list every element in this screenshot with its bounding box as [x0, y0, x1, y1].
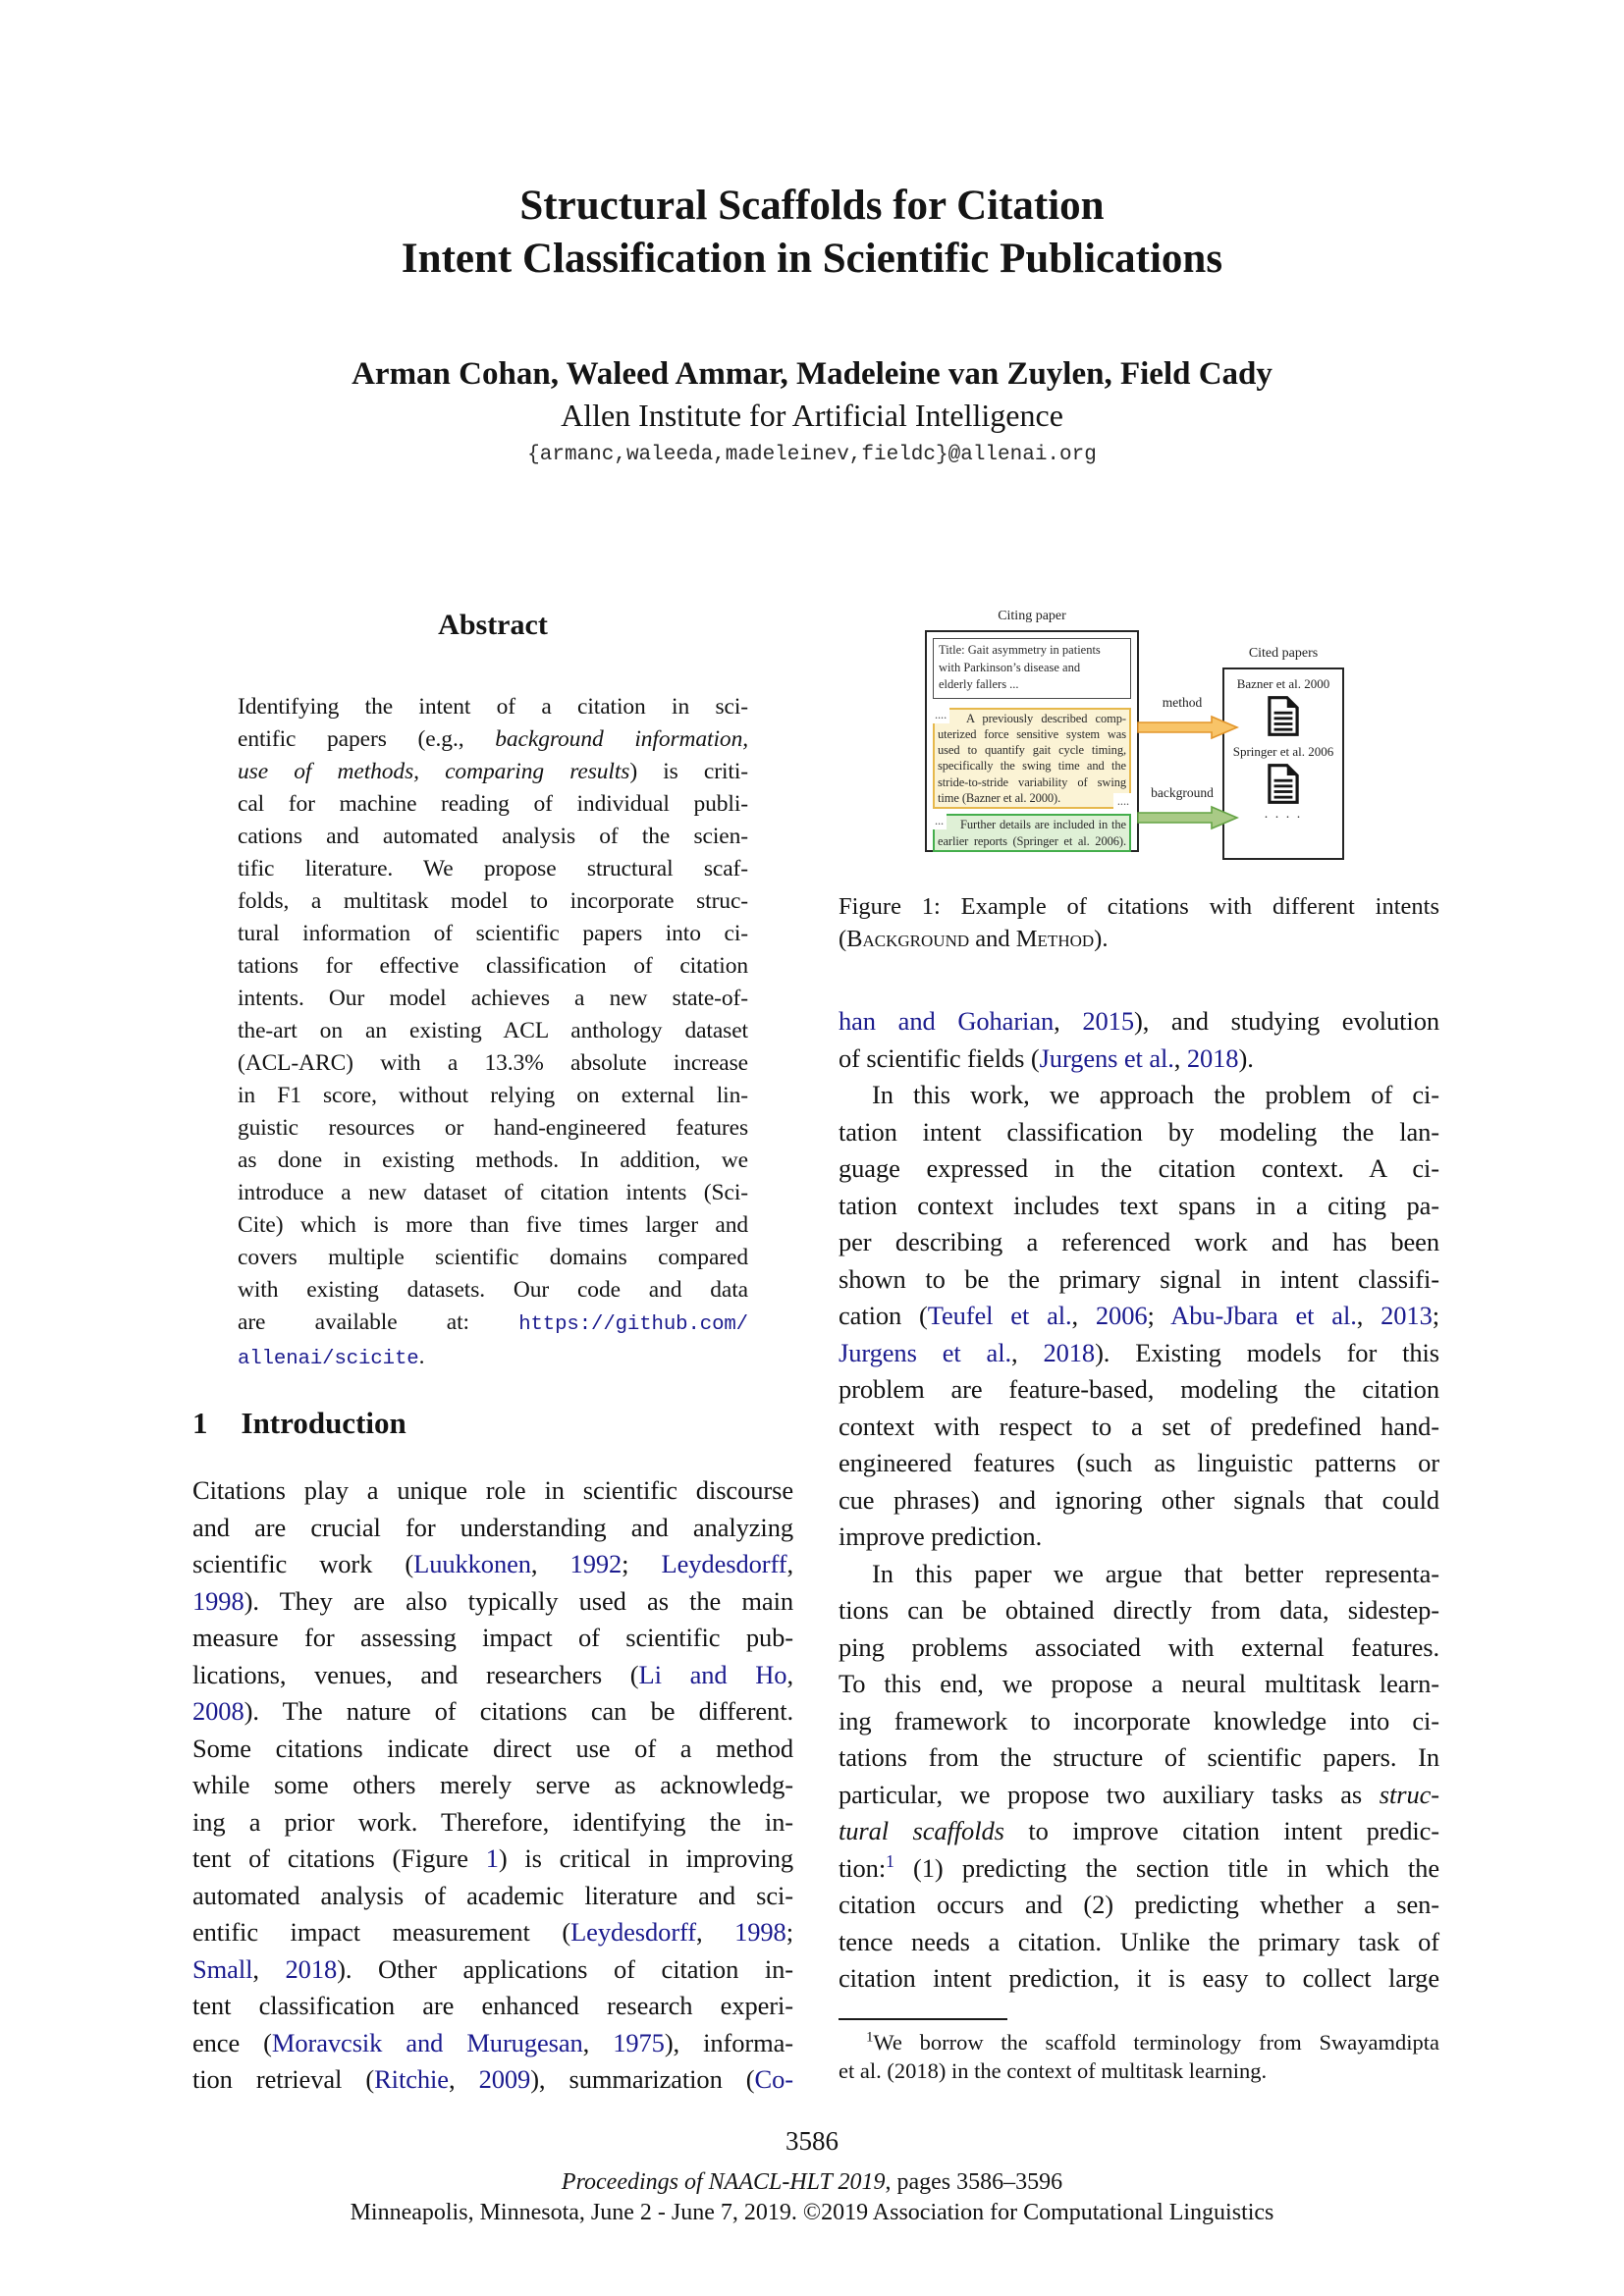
left-column	[192, 605, 793, 2136]
text-span: ;	[622, 1549, 662, 1578]
text-span: tent classification are enhanced research experi-	[192, 1991, 793, 2020]
text-line	[192, 1878, 793, 1915]
paper-title-line-2: Intent Classification in Scientific Publications	[401, 236, 1223, 282]
text-line	[839, 1556, 1439, 1593]
footnote-ref[interactable]: 1	[886, 1850, 894, 1871]
text-line	[839, 1519, 1439, 1556]
text-span: ,	[786, 1549, 793, 1578]
text-line	[192, 1951, 793, 1989]
section-number: 1	[192, 1406, 208, 1440]
text-line	[238, 1274, 748, 1307]
text-line	[238, 853, 748, 885]
text-line	[192, 1988, 793, 2025]
affiliation-line: Allen Institute for Artificial Intelligence	[561, 398, 1063, 433]
text-line	[238, 821, 748, 853]
text-line	[839, 1629, 1439, 1667]
text-span: ;	[785, 1917, 793, 1947]
text-span: In this work, we approach the problem of ci-	[872, 1080, 1439, 1109]
text-span: tural scaffolds	[839, 1816, 1004, 1845]
text-span: Citations play a unique role in scientific discourse	[192, 1475, 793, 1505]
text-line	[839, 1409, 1439, 1446]
citation-link[interactable]: 1975	[613, 2027, 665, 2057]
text-span: et al. (2018) in the context of multitask learning.	[839, 2058, 1268, 2083]
text-span: tent of citations (Figure	[192, 1843, 486, 1873]
text-span: tion retrieval (	[192, 2064, 375, 2094]
text-span: tural information of scientific papers into ci-	[238, 921, 748, 946]
text-span: struc-	[1379, 1779, 1439, 1809]
right-column	[839, 607, 1439, 2138]
citation-link[interactable]: Ritchie	[374, 2064, 449, 2094]
text-span: (ACL-ARC) with a 13.3% absolute increase	[238, 1050, 748, 1076]
text-span: ), informa-	[664, 2027, 793, 2057]
abstract-heading: Abstract	[438, 609, 548, 641]
introduction-text-right	[839, 1003, 1439, 1998]
method-arrow-label: method	[1162, 695, 1203, 710]
text-line	[192, 1472, 793, 1510]
text-span: .	[418, 1344, 425, 1369]
text-span: tions can be obtained directly from data, sidestep-	[839, 1595, 1439, 1625]
text-span: Background	[846, 926, 970, 952]
text-span: ). Existing models for this	[1095, 1337, 1439, 1367]
text-span: tence needs a citation. Unlike the primary task of	[839, 1926, 1439, 1956]
text-line	[839, 1224, 1439, 1261]
text-span: tation context includes text spans in a citing pa-	[839, 1190, 1439, 1220]
ellipsis-before-background: ...	[933, 814, 947, 829]
footer-credits	[0, 2167, 1624, 2228]
text-span: ). Other applications of citation in-	[337, 1953, 793, 1984]
text-line	[839, 1114, 1439, 1151]
text-span: use of methods, comparing results	[238, 759, 630, 784]
citation-link[interactable]: 1998	[192, 1585, 244, 1616]
text-line	[238, 1341, 748, 1375]
text-span: introduce a new dataset of citation intents (Sci-	[238, 1180, 748, 1205]
method-context-highlight	[933, 708, 1131, 810]
code-link[interactable]: https://github.com/	[518, 1313, 748, 1336]
text-span: In this paper we argue that better representa-	[872, 1558, 1439, 1588]
text-span: cation (	[839, 1301, 928, 1330]
figure-caption	[839, 890, 1439, 955]
text-span: lications, venues, and researchers (	[192, 1659, 639, 1689]
text-span: while some others merely serve as acknowledg-	[192, 1770, 793, 1799]
document-icon	[1268, 695, 1299, 737]
text-line	[238, 691, 748, 723]
citation-link[interactable]: Abu-Jbara et al.	[1170, 1301, 1357, 1330]
ellipsis-after-method: ....	[1113, 793, 1131, 809]
citation-link[interactable]: 1992	[569, 1549, 623, 1578]
text-span: guage expressed in the citation context. A ci-	[839, 1153, 1439, 1183]
text-line	[839, 1298, 1439, 1335]
method-arrow-icon	[1137, 715, 1239, 740]
text-line	[839, 1335, 1439, 1372]
footnote-rule	[839, 2018, 1007, 2020]
text-span: scientific work (	[192, 1549, 414, 1578]
more-papers-dots: . . . .	[1264, 807, 1303, 822]
text-span: ,	[786, 1659, 793, 1689]
text-line	[839, 1150, 1439, 1188]
text-span: tion:	[839, 1852, 887, 1883]
text-line	[839, 2056, 1439, 2085]
citation-link[interactable]: 2006	[1095, 1301, 1148, 1330]
figure-1	[839, 607, 1439, 881]
citation-link[interactable]: Jurgens et al.	[1039, 1042, 1174, 1073]
text-span: We borrow the scaffold terminology from Swayamdipta	[873, 2030, 1439, 2055]
citation-link[interactable]: Leydesdorff	[661, 1549, 787, 1578]
text-line	[839, 1777, 1439, 1814]
text-line	[238, 756, 748, 788]
citation-link[interactable]: 2018	[1043, 1337, 1096, 1367]
cited-papers-box	[1222, 667, 1344, 860]
citation-link[interactable]: 2018	[285, 1953, 338, 1984]
authors-line: Arman Cohan, Waleed Ammar, Madeleine van Zuylen, Field Cady	[352, 356, 1272, 392]
citation-link[interactable]: Leydesdorff	[570, 1917, 697, 1947]
text-line	[839, 1813, 1439, 1850]
section-title: Introduction	[241, 1406, 406, 1440]
text-line	[839, 1924, 1439, 1961]
text-line: with Parkinson’s disease and	[939, 660, 1081, 674]
text-span: ,	[1054, 1006, 1083, 1036]
text-span: in F1 score, without relying on external lin-	[238, 1083, 748, 1108]
text-span: ).	[1094, 926, 1109, 952]
text-line: Title: Gait asymmetry in patients	[939, 643, 1101, 657]
citation-link[interactable]: Jurgens et al.	[839, 1337, 1012, 1367]
citation-link[interactable]: 2013	[1380, 1301, 1433, 1330]
code-link[interactable]: allenai/scicite	[238, 1348, 419, 1370]
text-line	[238, 1080, 748, 1112]
text-line	[238, 1242, 748, 1274]
citation-link[interactable]: 2018	[1186, 1042, 1239, 1073]
text-line	[238, 1015, 748, 1047]
text-line: stride-to-stride variability of swing	[938, 774, 1126, 789]
text-line	[839, 890, 1439, 923]
text-line: uterized force sensitive system was	[938, 726, 1126, 741]
text-span: covers multiple scientific domains compared	[238, 1245, 748, 1270]
text-line	[839, 1261, 1439, 1299]
text-span: tation intent classification by modeling the lan-	[839, 1116, 1439, 1147]
text-span: ence (	[192, 2027, 272, 2057]
text-span: shown to be the primary signal in intent classifi-	[839, 1263, 1439, 1294]
text-span: tific literature. We propose structural scaf-	[238, 856, 748, 881]
section-heading-introduction	[192, 1406, 793, 1441]
text-line	[839, 1739, 1439, 1777]
text-line	[238, 885, 748, 918]
text-span: guistic resources or hand-engineered features	[238, 1115, 748, 1141]
text-span: ,	[1173, 1042, 1187, 1073]
text-line	[192, 1510, 793, 1547]
text-line	[192, 2061, 793, 2099]
text-line	[192, 1546, 793, 1583]
text-line: specifically the swing time and the	[938, 759, 1126, 774]
text-span: with existing datasets. Our code and data	[238, 1277, 748, 1303]
text-line	[192, 1767, 793, 1804]
text-span: ), summarization (	[530, 2064, 755, 2094]
text-span: particular, we propose two auxiliary tasks as	[839, 1779, 1380, 1809]
text-span: Minneapolis, Minnesota, June 2 - June 7, 2019. ©2019 Association for Computational Linguistics	[350, 2200, 1274, 2225]
footnote-text	[839, 2028, 1439, 2085]
email-line: {armanc,waleeda,madeleinev,fieldc}@allenai.org	[527, 444, 1097, 466]
text-line	[238, 1112, 748, 1145]
text-span: Method	[1015, 926, 1095, 952]
citation-link[interactable]: han and Goharian	[839, 1006, 1055, 1036]
text-line	[839, 1188, 1439, 1225]
text-span: ,	[582, 2027, 614, 2057]
text-span: entific impact measurement (	[192, 1917, 571, 1947]
text-span: ).	[1238, 1042, 1254, 1073]
text-line	[238, 1209, 748, 1242]
text-line	[192, 1693, 793, 1731]
text-span: ;	[1432, 1301, 1439, 1330]
citation-link[interactable]: 1998	[734, 1917, 786, 1947]
abstract-text	[238, 691, 748, 1375]
text-line: time (Bazner et al. 2000).	[938, 790, 1061, 805]
text-line	[192, 1731, 793, 1768]
text-line	[0, 2167, 1624, 2198]
text-line	[238, 983, 748, 1015]
citing-paper-box	[925, 630, 1139, 852]
text-span: ing a prior work. Therefore, identifying the in-	[192, 1806, 793, 1837]
text-span: context with respect to a set of predefined hand-	[839, 1411, 1439, 1441]
text-span: Proceedings of NAACL-HLT 2019	[561, 2169, 886, 2195]
citation-link[interactable]: 2015	[1082, 1006, 1134, 1036]
text-line	[238, 1047, 748, 1080]
text-span: ,	[1356, 1301, 1381, 1330]
text-span: ). They are also typically used as the main	[244, 1585, 793, 1616]
text-line	[192, 1804, 793, 1842]
text-line	[839, 1041, 1439, 1078]
text-line	[238, 1145, 748, 1177]
background-context-highlight	[933, 814, 1131, 852]
citation-link[interactable]: Moravcsik and Murugesan	[271, 2027, 583, 2057]
document-icon	[1268, 763, 1299, 805]
text-line: elderly fallers ...	[939, 677, 1019, 691]
text-line	[192, 1583, 793, 1621]
text-line	[192, 1841, 793, 1878]
text-span: measure for assessing impact of scientific pub-	[192, 1623, 793, 1652]
text-line	[238, 1177, 748, 1209]
text-line	[839, 1887, 1439, 1924]
text-line	[192, 1914, 793, 1951]
text-span: ing framework to incorporate knowledge into ci-	[839, 1705, 1439, 1735]
text-line	[238, 950, 748, 983]
text-line	[839, 2028, 1439, 2056]
text-span: (1) predicting the section title in which the	[893, 1852, 1439, 1883]
text-line	[238, 723, 748, 756]
cited-paper-bazner: Bazner et al. 2000	[1236, 676, 1330, 691]
text-span: ), and studying evolution	[1133, 1006, 1439, 1036]
text-span: Some citations indicate direct use of a method	[192, 1733, 793, 1763]
text-span: as done in existing methods. In addition, we	[238, 1148, 748, 1173]
text-span: cue phrases) and ignoring other signals that could	[839, 1484, 1439, 1515]
text-span: Identifying the intent of a citation in sci-	[238, 694, 748, 720]
text-line	[839, 923, 1439, 955]
cited-papers-label: Cited papers	[1248, 646, 1319, 661]
text-line	[839, 1703, 1439, 1740]
text-span: cations and automated analysis of the scien-	[238, 824, 748, 849]
background-arrow-icon	[1137, 805, 1239, 830]
text-span: Figure 1: Example of citations with different intents	[839, 893, 1439, 920]
cited-paper-springer: Springer et al. 2006	[1232, 744, 1334, 759]
text-span: (	[839, 926, 847, 952]
text-line	[839, 1077, 1439, 1114]
text-line	[839, 1371, 1439, 1409]
text-span: ) is criti-	[629, 759, 748, 784]
text-span: are available at:	[238, 1309, 519, 1335]
citation-link[interactable]: 1	[485, 1843, 499, 1873]
citation-link[interactable]: Luukkonen	[413, 1549, 531, 1578]
text-span: citation occurs and (2) predicting whether a sen-	[839, 1890, 1439, 1919]
citing-paper-label: Citing paper	[998, 609, 1066, 623]
text-span: per describing a referenced work and has been	[839, 1227, 1439, 1256]
text-line: used to quantify gait cycle timing,	[938, 743, 1126, 758]
text-span: cal for machine reading of individual publi-	[238, 791, 748, 817]
text-span: ;	[1147, 1301, 1171, 1330]
text-line	[192, 1620, 793, 1657]
text-span: improve prediction.	[839, 1522, 1043, 1551]
text-span: citation intent prediction, it is easy to collect large	[839, 1963, 1439, 1993]
text-span: to improve citation intent predic-	[1003, 1816, 1439, 1845]
text-line	[839, 1445, 1439, 1482]
background-context-text	[938, 817, 1126, 849]
text-line	[839, 1003, 1439, 1041]
text-span: intents. Our model achieves a new state-of-	[238, 986, 748, 1011]
text-line: Further details are included in the	[960, 818, 1126, 832]
text-span: folds, a multitask model to incorporate struc-	[238, 888, 748, 914]
text-span: tations for effective classification of citation	[238, 953, 748, 979]
paper-title	[0, 180, 1624, 286]
citation-link[interactable]: Teufel et al.	[927, 1301, 1072, 1330]
text-line	[0, 2198, 1624, 2228]
text-line: A previously described comp-	[966, 711, 1126, 725]
text-span: ping problems associated with external features.	[839, 1631, 1439, 1662]
text-span: 1	[866, 2029, 874, 2046]
text-line: earlier reports (Springer et al. 2006).	[938, 833, 1126, 848]
text-span: and	[969, 926, 1016, 952]
citing-paper-title-box	[933, 638, 1131, 699]
citation-link[interactable]: 2008	[192, 1696, 244, 1726]
text-line	[238, 788, 748, 821]
citation-link[interactable]: 2009	[478, 2064, 531, 2094]
text-span: , pages 3586–3596	[885, 2169, 1063, 2195]
text-span: ,	[530, 1549, 570, 1578]
text-line	[238, 1307, 748, 1341]
text-line	[839, 1850, 1439, 1888]
text-span: automated analysis of academic literature and sci-	[192, 1880, 793, 1910]
text-span: engineered features (such as linguistic patterns or	[839, 1448, 1439, 1477]
text-span: background information,	[495, 726, 748, 752]
text-span: and are crucial for understanding and analyzing	[192, 1512, 793, 1542]
method-context-text	[938, 711, 1126, 807]
citation-link[interactable]: Co-	[754, 2064, 793, 2094]
text-span: ,	[696, 1917, 735, 1947]
ellipsis-before-method: ....	[933, 708, 949, 723]
text-span: To this end, we propose a neural multitask learn-	[839, 1669, 1439, 1698]
footnote-block	[839, 2018, 1439, 2085]
text-line	[839, 1592, 1439, 1629]
text-line	[839, 1960, 1439, 1998]
citation-link[interactable]: Small	[192, 1953, 253, 1984]
text-span: Cite) which is more than five times larger and	[238, 1212, 748, 1238]
text-line	[839, 1482, 1439, 1520]
introduction-text-left	[192, 1472, 793, 2099]
text-line	[192, 2025, 793, 2062]
background-arrow-label: background	[1151, 785, 1214, 800]
text-span: of scientific fields (	[839, 1042, 1040, 1073]
text-span: the-art on an existing ACL anthology dataset	[238, 1018, 748, 1043]
text-span: tations from the structure of scientific papers. In	[839, 1742, 1439, 1772]
paper-title-line-1: Structural Scaffolds for Citation	[519, 183, 1105, 229]
text-span: ,	[252, 1953, 286, 1984]
text-line	[839, 1666, 1439, 1703]
text-line	[192, 1657, 793, 1694]
text-span: ). The nature of citations can be different.	[244, 1696, 793, 1726]
text-span: ) is critical in improving	[498, 1843, 793, 1873]
citation-link[interactable]: Li and Ho	[638, 1659, 787, 1689]
text-line	[238, 918, 748, 950]
text-span: ,	[1011, 1337, 1044, 1367]
text-span: entific papers (e.g.,	[238, 726, 496, 752]
text-span: ,	[1071, 1301, 1096, 1330]
text-span: ,	[448, 2064, 479, 2094]
page-number: 3586	[785, 2126, 839, 2156]
text-span: problem are feature-based, modeling the citation	[839, 1374, 1439, 1404]
